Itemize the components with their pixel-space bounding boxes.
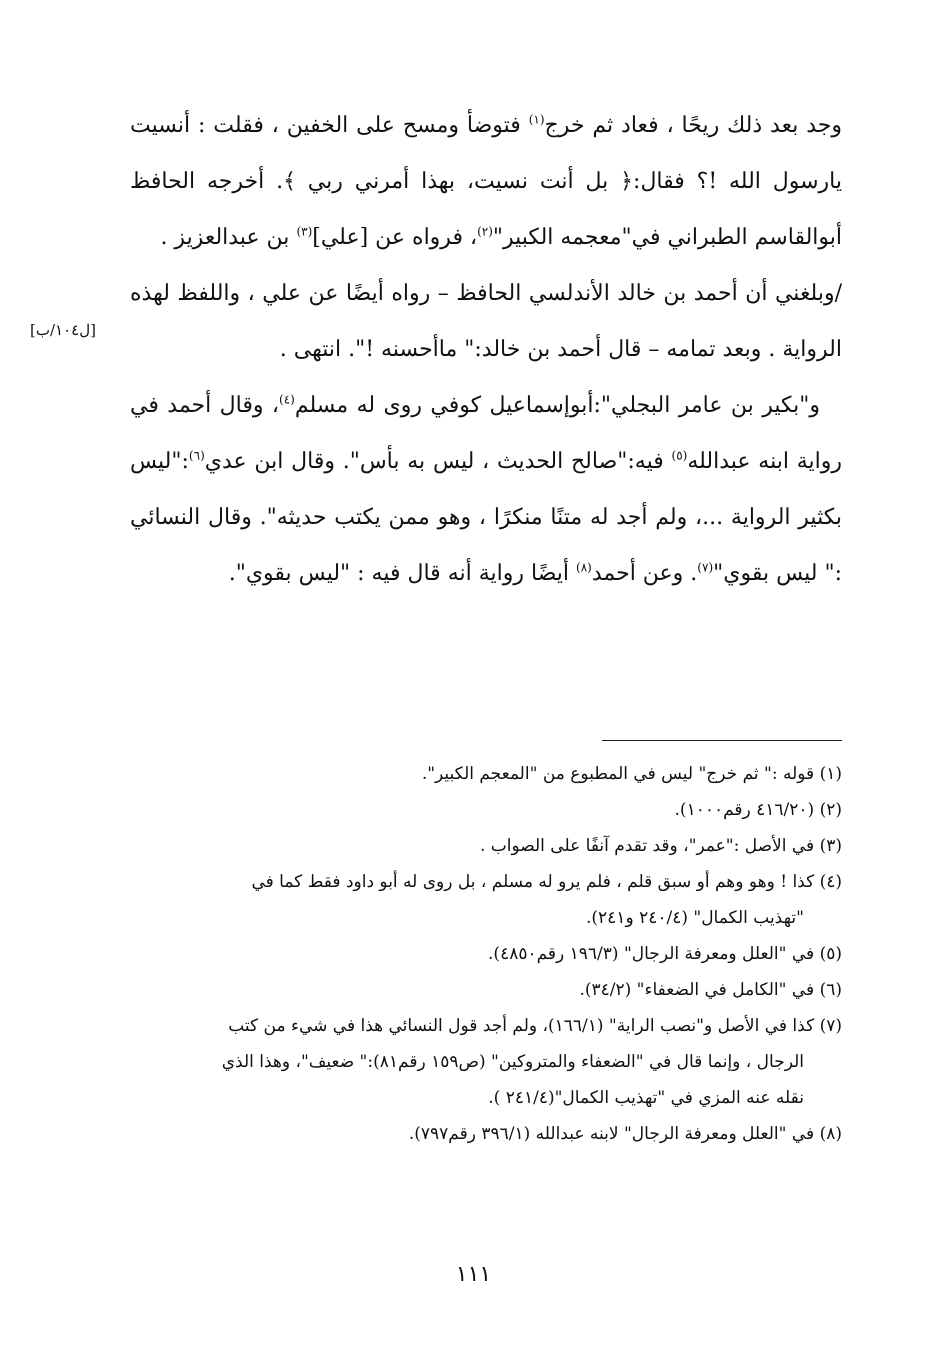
footnote-divider [602,740,842,741]
text-run: ، فرواه عن [علي] [312,225,478,250]
footnote-ref[interactable]: (٣) [296,224,313,239]
footnote-ref[interactable]: (٧) [697,560,714,575]
paragraph-3 [130,378,842,602]
text-run: ، وقال أحمد في رواية ابنه عبدالله [130,393,843,474]
footnote-ref[interactable]: (١) [528,112,545,127]
footnote-8: (٨) في "العلل ومعرفة الرجال" لابنه عبدالله (٣٩٦/١ رقم٧٩٧). [408,1124,842,1144]
footnote-3: (٣) في الأصل :"عمر"، وقد تقدم آنفًا على الصواب . [479,836,842,856]
text-run: . وعن أحمد [591,561,698,586]
text-run: :"ليس بكثير الرواية ...، ولم أجد له متنًا منكرًا ، وهو ممن يكتب حديثه". وقال النسائي :" ليس بقوي" [130,449,842,586]
footnote-7-continued-2: نقله عنه المزي في "تهذيب الكمال"(٢٤١/٤ ). [488,1088,804,1108]
footnote-ref[interactable]: (٦) [188,448,205,463]
text-run: وجد بعد ذلك ريحًا ، فعاد ثم خرج [544,113,842,138]
footnote-1: (١) قوله :" ثم خرج" ليس في المطبوع من "المعجم الكبير". [421,764,842,784]
paragraph-1 [130,98,842,266]
footnote-ref[interactable]: (٤) [279,392,295,407]
footnote-7: (٧) كذا في الأصل و"نصب الراية" (١٦٦/١)، ولم أجد قول النسائي هذا في شيء من كتب [228,1016,842,1036]
main-text [130,98,842,602]
manuscript-folio-marker: [ل١٠٤/ب] [30,321,96,339]
footnote-6: (٦) في "الكامل في الضعفاء" (٣٤/٢). [579,980,842,1000]
footnote-7-continued: الرجال ، وإنما قال في "الضعفاء والمتروكين" (ص١٥٩ رقم٨١):" ضعيف"، وهذا الذي [221,1052,804,1072]
footnote-5: (٥) في "العلل ومعرفة الرجال" (١٩٦/٣ رقم٤٨٥٠). [488,944,842,964]
footnotes [130,756,842,1152]
paragraph-2: /وبلغني أن أحمد بن خالد الأندلسي الحافظ – رواه أيضًا عن علي ، واللفظ لهذه الرواية . وبعد تمامه – قال أحمد بن خالد:" ماأحسنه !". انتهى . [130,281,842,362]
text-run: أيضًا رواية أنه قال فيه : "ليس بقوي". [228,561,576,586]
footnote-4-continued: "تهذيب الكمال" (٢٤٠/٤ و٢٤١). [586,908,804,928]
text-run: فتوضأ ومسح على الخفين ، فقلت : أنسيت يارسول الله !؟ فقال:﴿ بل أنت نسيت، بهذا أمرني ربي ﴾. أخرجه الحافظ أبوالقاسم الطبراني في"معجمه الكبير" [130,113,842,250]
footnote-ref[interactable]: (٨) [576,560,592,575]
footnote-2: (٢) (٤١٦/٢٠ رقم١٠٠٠). [674,800,842,820]
footnote-4: (٤) كذا ! وهو وهم أو سبق قلم ، فلم يرو له مسلم ، بل روى له أبو داود فقط كما في [251,872,842,892]
footnote-ref[interactable]: (٢) [477,224,493,239]
footnote-ref[interactable]: (٥) [671,448,688,463]
text-run: فيه:"صالح الحديث ، ليس به بأس". وقال ابن عدي [204,449,672,474]
text-run: و"بكير بن عامر البجلي":أبوإسماعيل كوفي روى له مسلم [294,393,820,418]
page-number: ١١١ [455,1262,492,1287]
text-run: بن عبدالعزيز . [160,225,297,250]
